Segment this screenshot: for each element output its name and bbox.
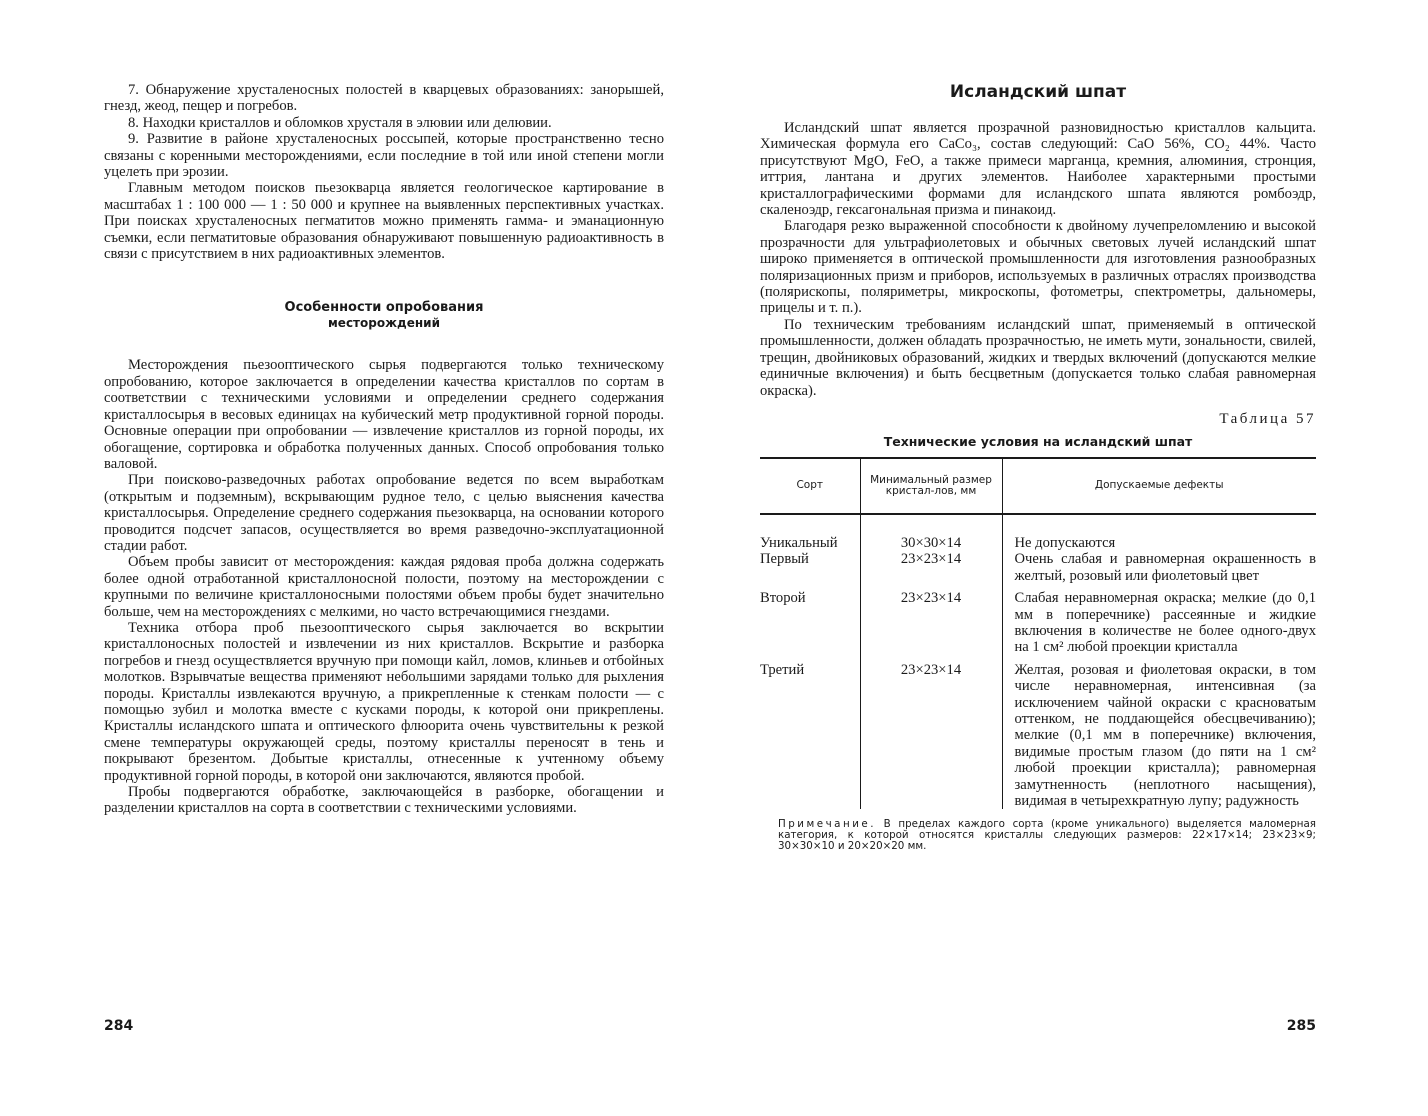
left-page	[104, 0, 664, 1116]
header-size: Минимальный размер кристал-лов, мм	[860, 458, 1002, 514]
paragraph-main-method: Главным методом поисков пьезокварца является геологическое картирование в масштабах 1 : 100 000 — 1 : 50 000 и крупнее на выявленных перспективных участках. При поисках хрусталеносных пегматитов можно применять гамма- и эманационную съемки, если пегматитовые образования обнаруживают повышенную радиоактивность в связи с присутствием в них радиоактивных элементов.	[104, 180, 664, 263]
paragraph-processing: Пробы подвергаются обработке, заключающейся в разборке, обогащении и разделении кристаллов на сорта в соответствии с техническими условиями.	[104, 784, 664, 817]
table-note	[760, 819, 1316, 852]
defects-cell: Очень слабая и равномерная окрашенность в желтый, розовый или фиолетовый цвет	[1002, 551, 1316, 590]
paragraph-sample-volume: Объем пробы зависит от месторождения: каждая рядовая проба должна содержать более одной отработанной кристаллоносной полости, поэтому на месторождении с крупными по величине кристаллоносными полостями объем пробы будет значительно больше, чем на месторождениях с мелкими, но часто встречающимися гнездами.	[104, 554, 664, 620]
note-text: В пределах каждого сорта (кроме уникального) выделяется маломерная категория, к которой относятся кристаллы следующих размеров: 22×17×14; 23×23×9; 30×30×10 и 20×20×20 мм.	[778, 818, 1316, 853]
size-cell: 23×23×14	[860, 662, 1002, 810]
grade-cell: Уникальный	[760, 534, 838, 551]
table-row	[760, 662, 1316, 810]
right-page	[760, 0, 1316, 1116]
size-cell: 30×30×14	[860, 514, 1002, 551]
list-item-8: 8. Находки кристаллов и обломков хрусталя в элювии или делювии.	[128, 114, 552, 131]
table-title: Технические условия на исландский шпат	[883, 433, 1193, 449]
section-title: Особенности опробования	[284, 300, 484, 316]
page-number: 284	[104, 1018, 134, 1034]
list-item-9: 9. Развитие в районе хрусталеносных россыпей, которые пространственно тесно связаны с коренными месторождениями, если последние в той или иной степени могли уцелеть при эрозии.	[104, 131, 664, 181]
paragraph-requirements: По техническим требованиям исландский шпат, применяемый в оптической промышленности, должен обладать прозрачностью, не иметь мути, зональности, свилей, трещин, двойниковых образований, жидких и твердых включений (допускаются мелкие единичные включения) и быть бесцветным (допускается только слабая равномерная окраска).	[760, 316, 1316, 399]
specs-table	[760, 457, 1316, 810]
size-cell: 23×23×14	[860, 551, 1002, 590]
note-label: Примечание.	[778, 818, 876, 831]
paragraph-applications: Благодаря резко выраженной способности к двойному лучепреломлению и высокой прозрачности для ультрафиолетовых и обычных световых лучей исландский шпат широко применяется в оптической промышленности для изготовления разнообразных поляризационных призм и приборов, используемых в различных отраслях производства (поляриcкопы, поляриметры, микроскопы, фотометры, спектрометры, дальномеры, прицелы и т. п.).	[760, 218, 1316, 317]
grade-cell: Второй	[760, 590, 806, 607]
size-cell: 23×23×14	[860, 590, 1002, 662]
page-title: Исландский шпат	[949, 82, 1127, 102]
paragraph-intro: Исландский шпат является прозрачной разновидностью кристаллов кальцита. Химическая формула его CaCo₃, состав следующий: CaO 56%, CO₂ 44%. Часто присутствуют MgO, FeO, а также примеси марганца, кремния, алюминия, стронция, иттрия, лантана и других элементов. Наиболее характерными простыми кристаллографическими формами для исландского шпата являются ромбоэдр, скаленоэдр, гексагональная призма и пинакоид.	[760, 120, 1316, 219]
paragraph-exploration: При поисково-разведочных работах опробование ведется по всем выработкам (открытым и подземным), вскрывающим рудное тело, с целью выяснения качества кристаллосырья. Определение среднего содержания пьезокварца, на основании которого проводится подсчет запасов, осуществляется во время разведочно-эксплуатационной стадии работ.	[104, 472, 664, 554]
defects-cell: Слабая неравномерная окраска; мелкие (до 0,1 мм в поперечнике) рассеянные и жидкие включения в количестве не более одного-двух на 1 см² любой проекции кристалла	[1002, 590, 1316, 662]
table-row	[760, 551, 1316, 590]
table-row	[760, 590, 1316, 662]
grade-cell: Третий	[760, 661, 805, 678]
page-number: 285	[1286, 1018, 1316, 1034]
table-header-row	[760, 458, 1316, 514]
paragraph-technique: Техника отбора проб пьезооптического сырья заключается во вскрытии кристаллоносных полостей и извлечении из них кристаллов. Вскрытие и разборка погребов и гнезд осуществляется вручную при помощи кайл, ломов, клиньев и отбойных молотков. Взрывчатые вещества применяют небольшими зарядами только для рыхления породы. Кристаллы извлекаются вручную, а прикрепленные к стенкам полости — с помощью зубил и молотка вместе с кусками породы, к которой они прикреплены. Кристаллы исландского шпата и оптического флюорита очень чувствительны к резкой смене температуры окружающей среды, поэтому кристаллы переносят в тень и покрывают брезентом. Добытые кристаллы, отнесенные к учтенному объему продуктивной горной породы, в которой они заключаются, являются пробой.	[104, 619, 664, 784]
header-defects: Допускаемые дефекты	[1002, 458, 1316, 514]
table-label: Таблица 57	[1219, 410, 1316, 427]
header-grade: Сорт	[760, 458, 860, 514]
paragraph-sampling: Месторождения пьезооптического сырья подвергаются только техническому опробованию, которое заключается в определении качества кристаллов по сортам в соответствии с техническими условиями и определении среднего содержания кристаллосырья в весовых единицах на кубический метр продуктивной горной породы. Основные операции при опробовании — извлечение кристаллов из горной породы, их обогащение, сортировка и обработка полученных данных. Способ опробования только валовой.	[104, 357, 664, 472]
defects-cell: Не допускаются	[1002, 514, 1316, 551]
defects-cell: Желтая, розовая и фиолетовая окраски, в том числе неравномерная, интенсивная (за исключением чайной окраски с красноватым оттенком, не поддающейся обесцвечиванию); мелкие (0,1 мм в поперечнике) включения, видимые простым глазом (до пяти на 1 см² любой проекции кристалла); равномерная замутненность (неплотного насыщения), видимая в четырехкратную лупу; радужность	[1002, 662, 1316, 810]
section-subtitle: месторождений	[328, 316, 440, 331]
grade-cell: Первый	[760, 551, 809, 568]
list-item-7: 7. Обнаружение хрусталеносных полостей в кварцевых образованиях: занорышей, гнезд, жеод, пещер и погребов.	[104, 82, 664, 115]
table-row	[760, 514, 1316, 551]
